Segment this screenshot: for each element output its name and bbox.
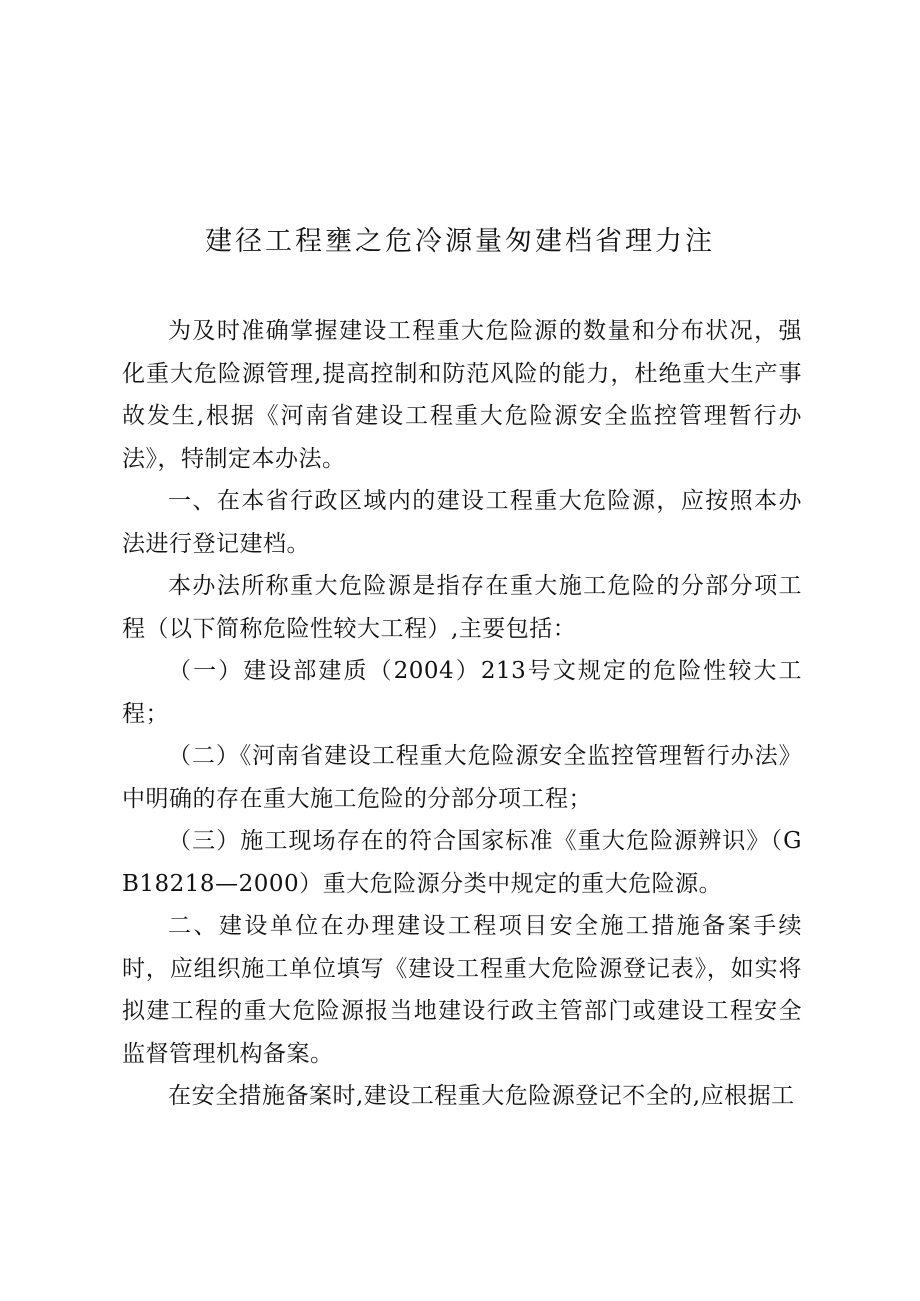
- paragraph-article-1: 一、在本省行政区域内的建设工程重大危险源，应按照本办法进行登记建档。: [122, 488, 802, 557]
- paragraph-item-3: （三）施工现场存在的符合国家标准《重大危险源辨识》（GB18218—2000）重大危险源分类中规定的重大危险源。: [122, 828, 802, 897]
- paragraph-filing-note: 在安全措施备案时,建设工程重大危险源登记不全的,应根据工: [168, 1083, 795, 1109]
- document-title: 建径工程壅之危冷源量匆建档省理力注: [205, 226, 715, 257]
- document-body: [122, 310, 802, 1118]
- paragraph-item-1: （一）建设部建质（2004）213号文规定的危险性较大工程；: [122, 658, 802, 727]
- paragraph-article-2: 二、建设单位在办理建设工程项目安全施工措施备案手续时，应组织施工单位填写《建设工程重大危险源登记表》，如实将拟建工程的重大危险源报当地建设行政主管部门或建设工程安全监督管理机构备案。: [122, 913, 802, 1067]
- paragraph-definition: 本办法所称重大危险源是指存在重大施工危险的分部分项工程（以下简称危险性较大工程）,主要包括：: [122, 573, 802, 642]
- paragraph-purpose: 为及时准确掌握建设工程重大危险源的数量和分布状况，强化重大危险源管理,提高控制和防范风险的能力，杜绝重大生产事故发生,根据《河南省建设工程重大危险源安全监控管理暂行办法》，特制定本办法。: [122, 318, 802, 472]
- paragraph-item-2: （二）《河南省建设工程重大危险源安全监控管理暂行办法》中明确的存在重大施工危险的分部分项工程；: [122, 743, 802, 812]
